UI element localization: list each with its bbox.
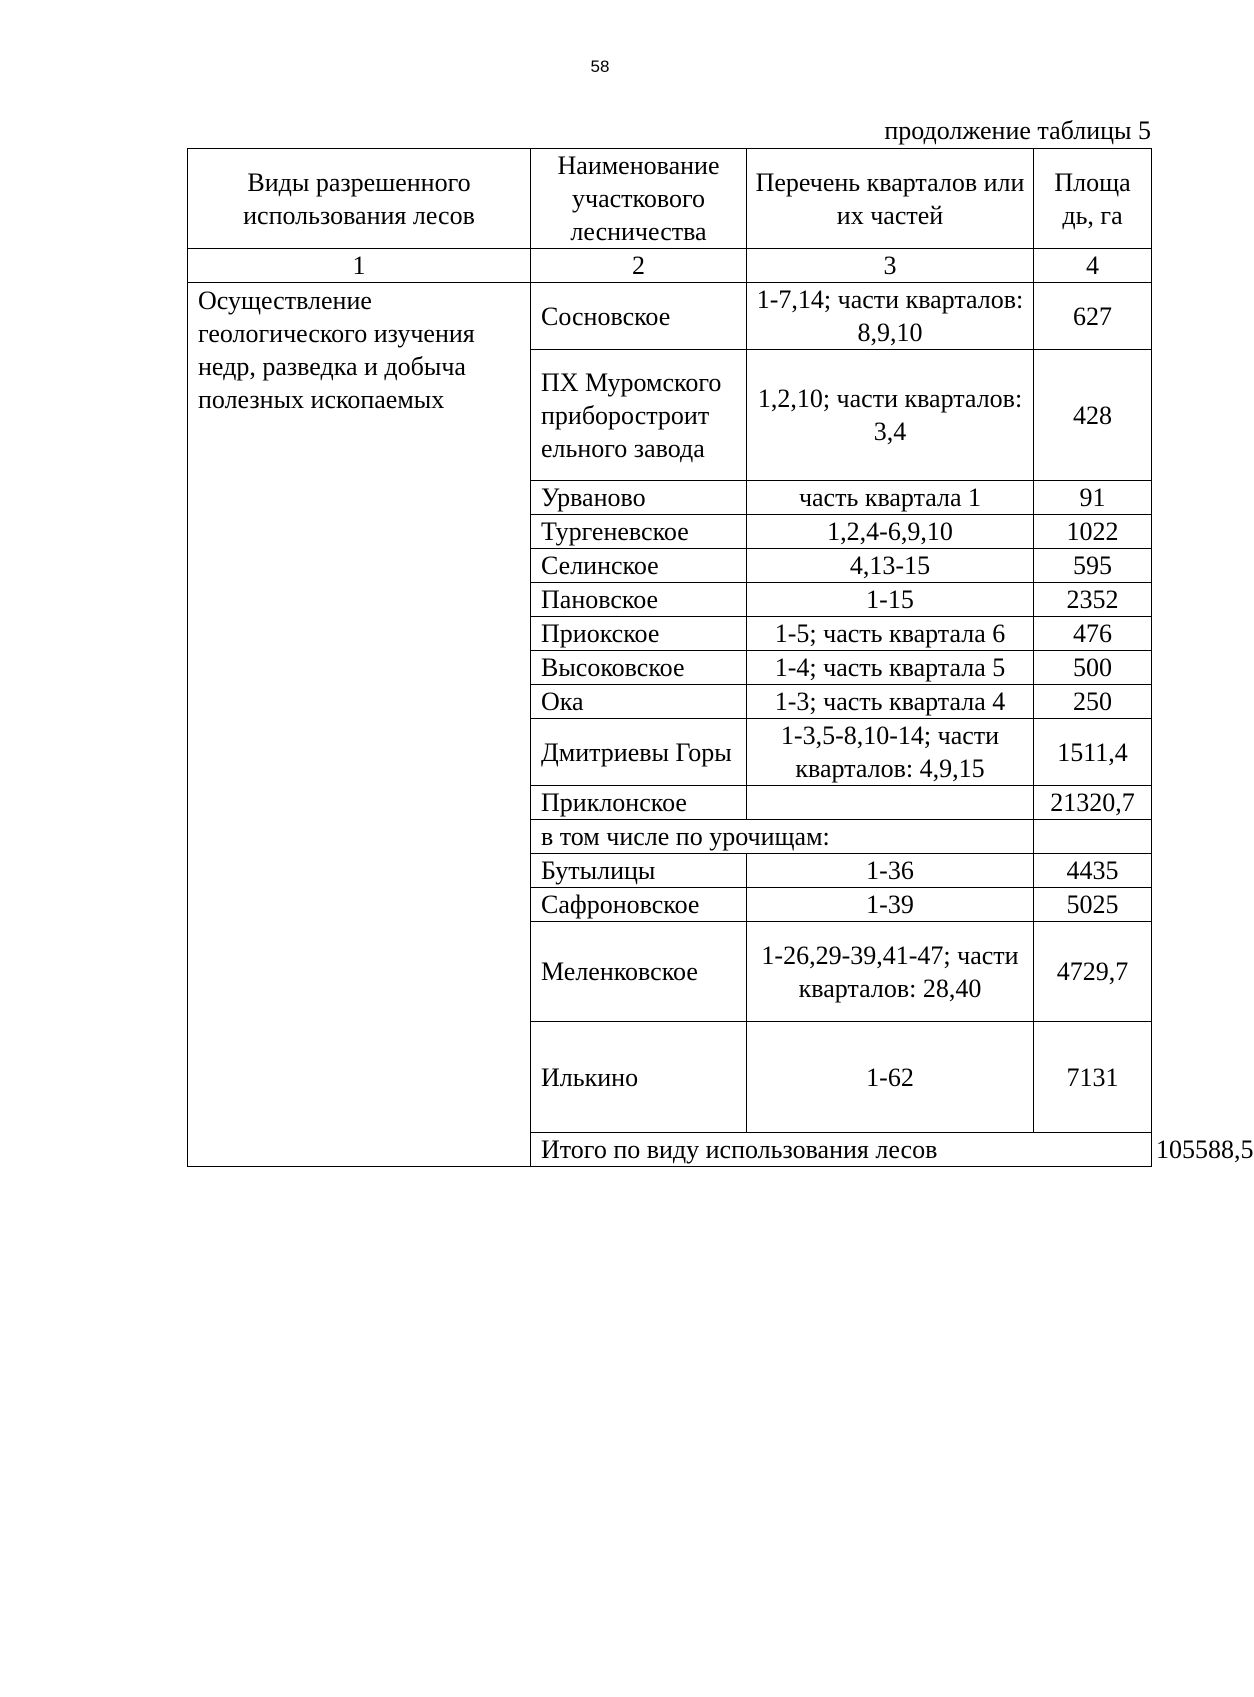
area-cell: 476 — [1034, 617, 1152, 651]
use-type-cell: Осуществление геологического изучения недр, разведка и добыча полезных ископаемых — [188, 283, 531, 1167]
forestry-name: Высоковское — [531, 651, 747, 685]
tract-name: Бутылицы — [531, 854, 747, 888]
area-cell: 1511,4 — [1034, 719, 1152, 786]
area-cell: 7131 — [1034, 1022, 1152, 1133]
forestry-name: ПХ Муромского приборостроит ельного завода — [531, 350, 747, 481]
area-cell: 4435 — [1034, 854, 1152, 888]
forestry-name: Приклонское — [531, 786, 747, 820]
column-number: 2 — [531, 249, 747, 283]
area-cell: 250 — [1034, 685, 1152, 719]
area-cell: 595 — [1034, 549, 1152, 583]
quarters-cell: 4,13-15 — [747, 549, 1034, 583]
quarters-cell: 1,2,10; части кварталов: 3,4 — [747, 350, 1034, 481]
quarters-cell: 1-62 — [747, 1022, 1034, 1133]
quarters-cell: 1-7,14; части кварталов: 8,9,10 — [747, 283, 1034, 350]
forest-use-table — [187, 148, 1254, 1167]
quarters-cell: 1,2,4-6,9,10 — [747, 515, 1034, 549]
quarters-cell: 1-15 — [747, 583, 1034, 617]
total-row: Итого по виду использования лесов 105588,5 — [188, 1133, 1152, 1167]
area-cell-empty — [1034, 820, 1152, 854]
forestry-name: Сосновское — [531, 283, 747, 350]
area-cell: 1022 — [1034, 515, 1152, 549]
header-use-type: Виды разрешенного использования лесов — [188, 149, 531, 249]
forestry-name: Пановское — [531, 583, 747, 617]
table-row — [188, 283, 1152, 350]
table-continuation-caption: продолжение таблицы 5 — [884, 116, 1151, 145]
forestry-name: Ока — [531, 685, 747, 719]
quarters-cell: 1-5; часть квартала 6 — [747, 617, 1034, 651]
subheading-cell: в том числе по урочищам: — [531, 820, 1034, 854]
area-cell: 500 — [1034, 651, 1152, 685]
forestry-name: Приокское — [531, 617, 747, 651]
area-cell: 2352 — [1034, 583, 1152, 617]
quarters-cell: 1-3; часть квартала 4 — [747, 685, 1034, 719]
column-number-row — [188, 249, 1152, 283]
forestry-name: Урваново — [531, 481, 747, 515]
header-area: Площа дь, га — [1034, 149, 1152, 249]
area-cell: 627 — [1034, 283, 1152, 350]
column-number: 3 — [747, 249, 1034, 283]
forestry-name: Селинское — [531, 549, 747, 583]
area-cell: 428 — [1034, 350, 1152, 481]
quarters-cell: 1-3,5-8,10-14; части кварталов: 4,9,15 — [747, 719, 1034, 786]
quarters-cell: 1-4; часть квартала 5 — [747, 651, 1034, 685]
table-header-row — [188, 149, 1152, 249]
header-quarters: Перечень кварталов или их частей — [747, 149, 1034, 249]
column-number: 1 — [188, 249, 531, 283]
total-label: Итого по виду использования лесов — [531, 1133, 1152, 1167]
page-number: 58 — [590, 57, 610, 76]
forestry-name: Дмитриевы Горы — [531, 719, 747, 786]
quarters-cell — [747, 786, 1034, 820]
tract-name: Илькино — [531, 1022, 747, 1133]
area-cell: 4729,7 — [1034, 922, 1152, 1022]
area-cell: 91 — [1034, 481, 1152, 515]
forestry-name: Тургеневское — [531, 515, 747, 549]
tract-name: Меленковское — [531, 922, 747, 1022]
header-forestry: Наименование участкового лесничества — [531, 149, 747, 249]
quarters-cell: 1-36 — [747, 854, 1034, 888]
quarters-cell: 1-39 — [747, 888, 1034, 922]
area-cell: 5025 — [1034, 888, 1152, 922]
quarters-cell: часть квартала 1 — [747, 481, 1034, 515]
area-cell: 21320,7 — [1034, 786, 1152, 820]
quarters-cell: 1-26,29-39,41-47; части кварталов: 28,40 — [747, 922, 1034, 1022]
tract-name: Сафроновское — [531, 888, 747, 922]
column-number: 4 — [1034, 249, 1152, 283]
